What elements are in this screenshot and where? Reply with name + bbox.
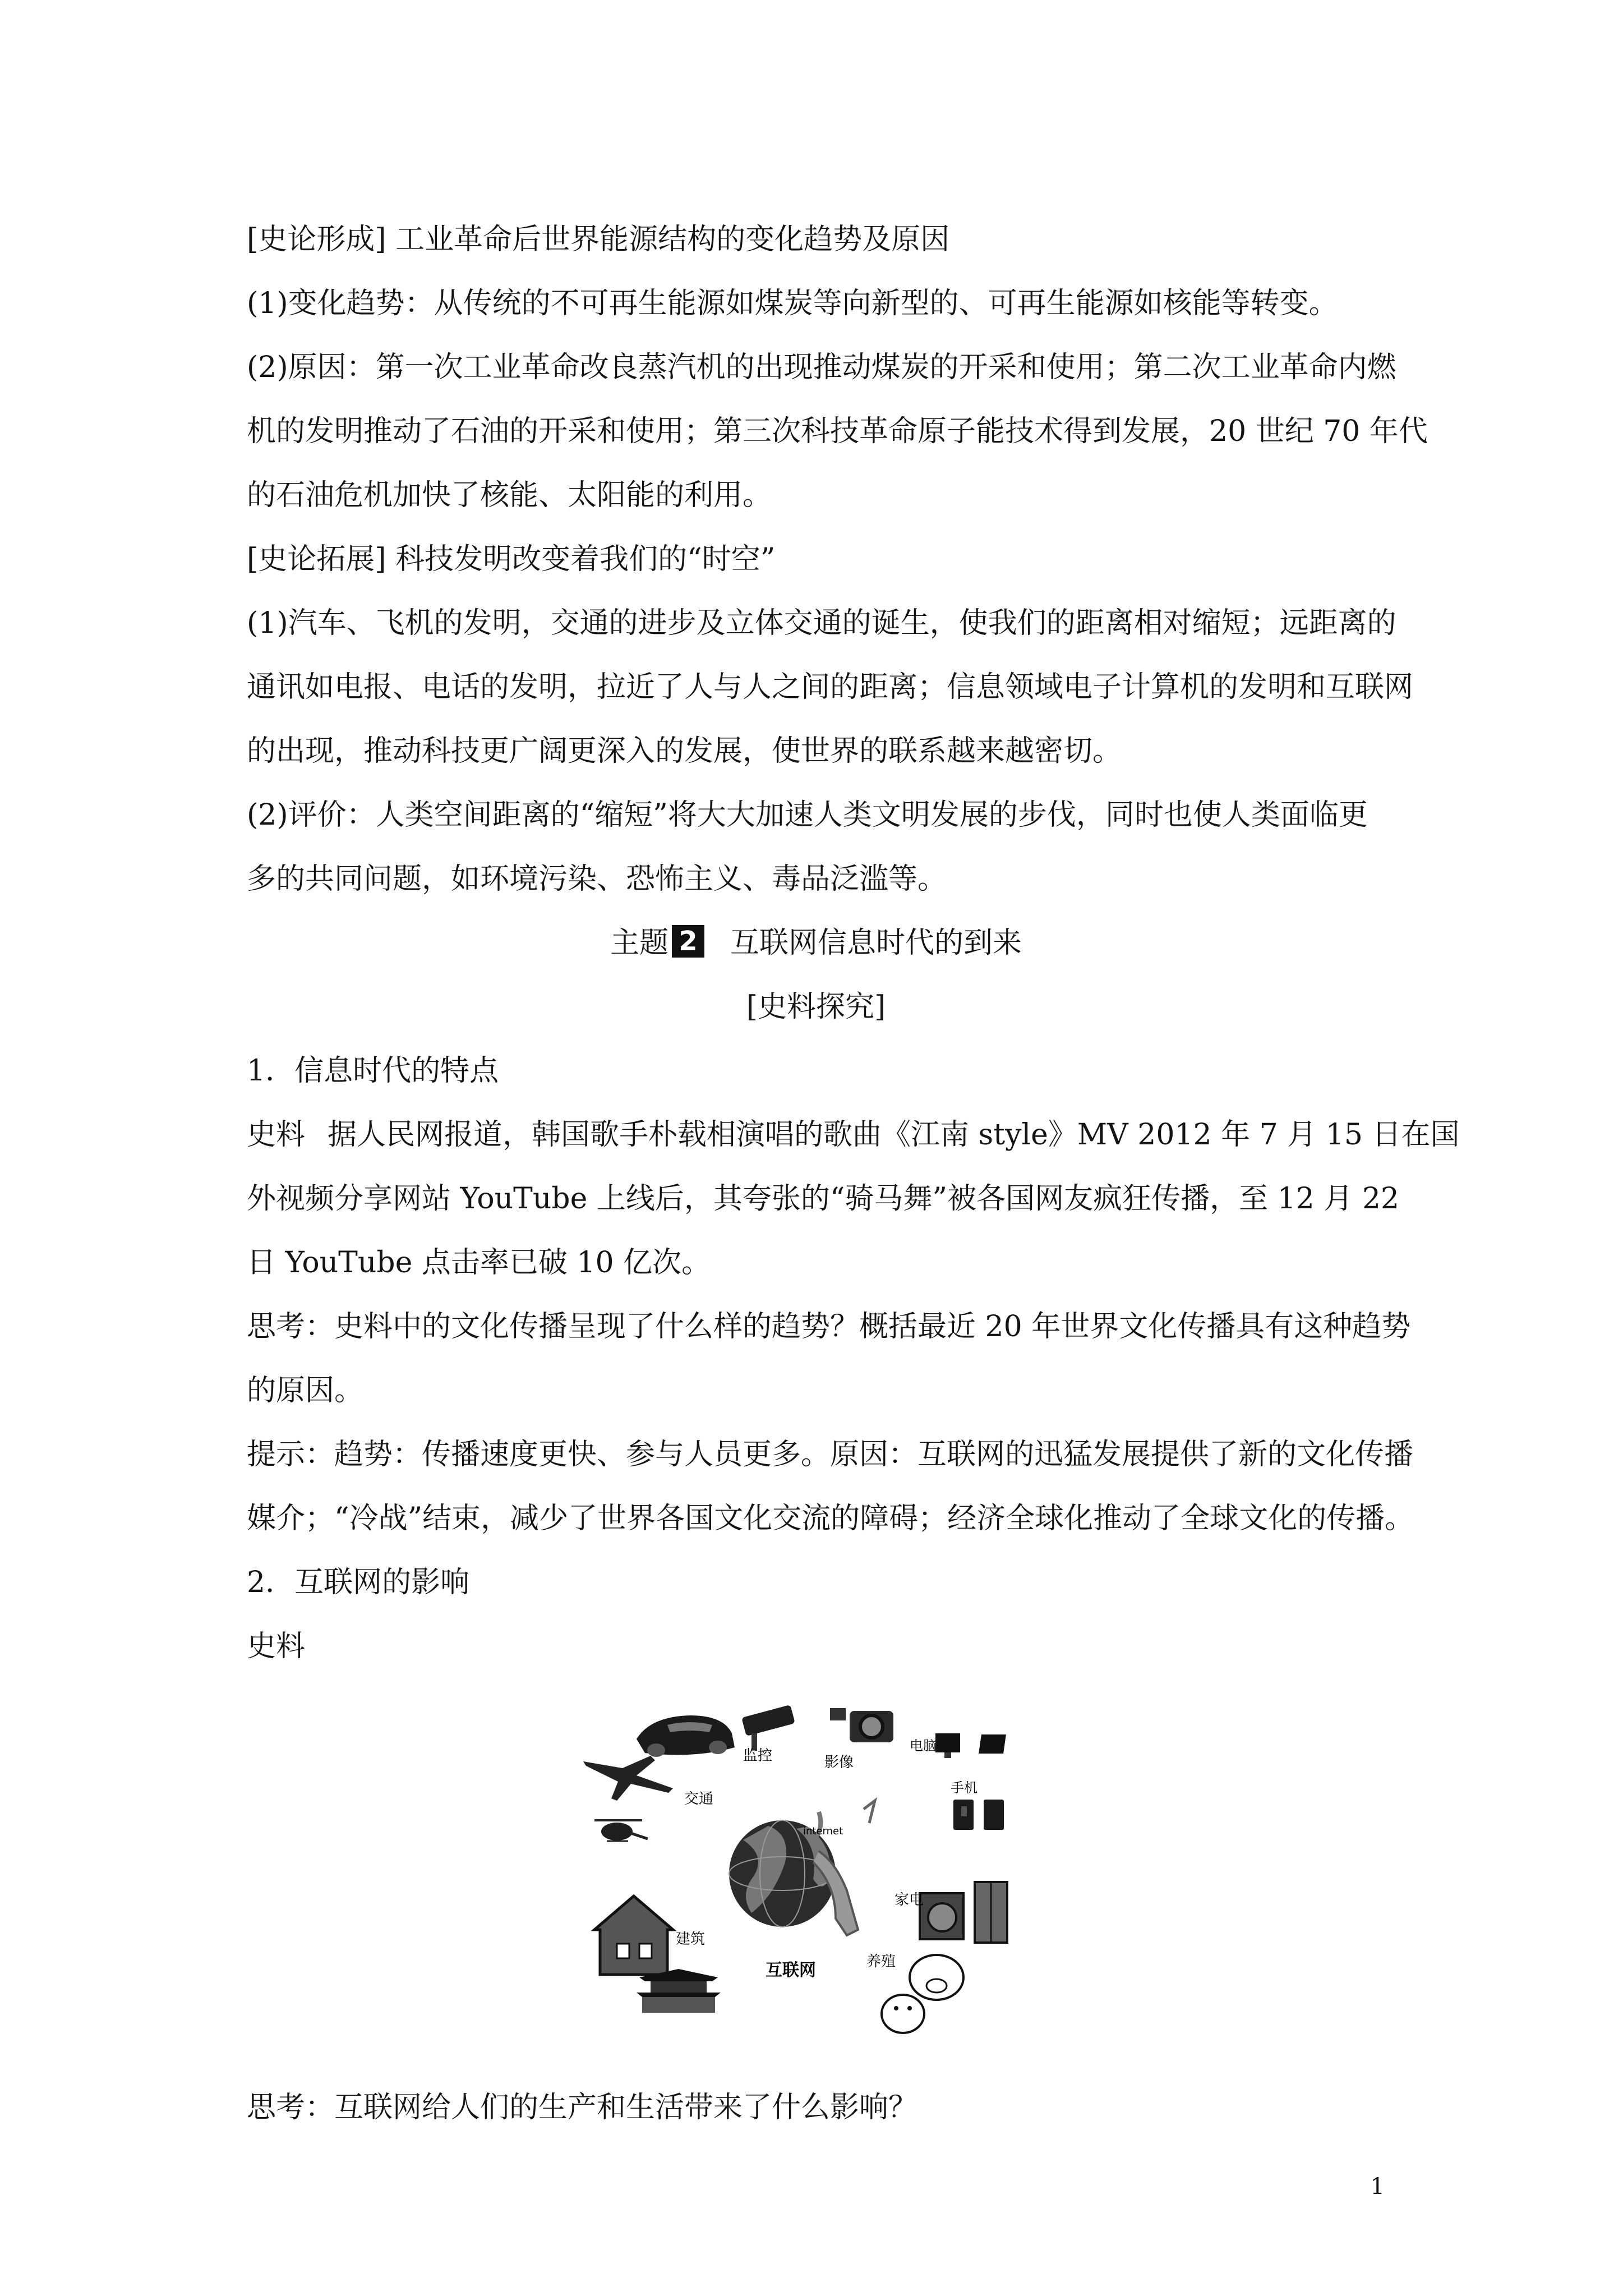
figure-illustration [583, 1694, 1049, 2036]
explore-heading: [史料探究] [746, 990, 886, 1024]
paragraph-distance-line-1: (1)汽车、飞机的发明，交通的进步及立体交通的诞生，使我们的距离相对缩短；远距离的 [247, 606, 1396, 640]
car-icon [637, 1715, 735, 1757]
paragraph-reason-line-2: 机的发明推动了石油的开采和使用；第三次科技革命原子能技术得到发展，20 世纪 70 年代 [247, 415, 1428, 448]
usb-plug-icon [864, 1801, 875, 1823]
label-traffic: 交通 [684, 1791, 714, 1807]
question-1-source-line-3: 日 YouTube 点击率已破 10 亿次。 [247, 1246, 711, 1280]
paragraph-reason-line-3: 的石油危机加快了核能、太阳能的利用。 [247, 478, 772, 512]
question-2-think: 思考：互联网给人们的生产和生活带来了什么影响？ [247, 2091, 918, 2124]
house-icon [594, 1896, 673, 1975]
page-number: 1 [1370, 2174, 1385, 2200]
question-1-think-line-2: 的原因。 [247, 1374, 364, 1407]
label-image: 影像 [824, 1754, 854, 1771]
topic-title [247, 911, 1385, 975]
computer-icon [935, 1733, 1006, 1758]
label-monitor: 监控 [743, 1747, 773, 1764]
question-2-source-label: 史料 [247, 1630, 306, 1663]
question-1-think-line-1: 思考：史料中的文化传播呈现了什么样的趋势？概括最近 20 年世界文化传播具有这种趋势 [247, 1310, 1411, 1343]
topic-name: 互联网信息时代的到来 [730, 926, 1022, 960]
label-phone: 手机 [951, 1780, 978, 1796]
topic-prefix: 主题 [610, 926, 668, 960]
source-text: 据人民网报道，韩国歌手朴载相演唱的歌曲《江南 style》MV 2012 年 7 月 15 日在国 [328, 1118, 1460, 1152]
mobile-phone-icon [953, 1800, 1004, 1830]
label-appliance: 家电 [895, 1892, 924, 1908]
paragraph-distance-line-3: 的出现，推动科技更广阔更深入的发展，使世界的联系越来越密切。 [247, 734, 1122, 768]
page-content [247, 208, 1460, 1678]
topic-number-badge: 2 [672, 925, 704, 958]
question-1-title: 1．信息时代的特点 [247, 1054, 499, 1088]
paragraph-reason-line-1: (2)原因：第一次工业革命改良蒸汽机的出现推动煤炭的开采和使用；第二次工业革命内燃 [247, 351, 1396, 384]
home-appliance-icon [920, 1882, 1007, 1943]
question-1-hint-line-1: 提示：趋势：传播速度更快、参与人员更多。原因：互联网的迅猛发展提供了新的文化传播 [247, 1438, 1414, 1471]
section-heading-expansion: [史论拓展] 科技发明改变着我们的“时空” [247, 542, 776, 576]
paragraph-trend: (1)变化趋势：从传统的不可再生能源如煤炭等向新型的、可再生能源如核能等转变。 [247, 287, 1338, 320]
label-center-internet: 互联网 [766, 1961, 816, 1980]
source-label: 史料 [247, 1118, 306, 1152]
paragraph-evaluation-line-1: (2)评价：人类空间距离的“缩短”将大大加速人类文明发展的步伐，同时也使人类面临更 [247, 798, 1368, 832]
paragraph-distance-line-2: 通讯如电报、电话的发明，拉近了人与人之间的距离；信息领域电子计算机的发明和互联网 [247, 670, 1414, 704]
tiananmen-icon [637, 1969, 721, 2013]
label-building: 建筑 [676, 1931, 706, 1948]
section-heading-formation: [史论形成] 工业革命后世界能源结构的变化趋势及原因 [247, 223, 950, 256]
helicopter-icon [594, 1820, 648, 1841]
label-computer: 电脑 [910, 1738, 937, 1754]
paragraph-evaluation-line-2: 多的共同问题，如环境污染、恐怖主义、毒品泛滥等。 [247, 862, 947, 896]
label-internet: internet [803, 1825, 843, 1837]
internet-influence-figure [583, 1694, 1049, 2036]
photo-camera-icon [830, 1708, 893, 1742]
question-2-title: 2．互联网的影响 [247, 1566, 470, 1599]
question-1-source-line-2: 外视频分享网站 YouTube 上线后，其夸张的“骑马舞”被各国网友疯狂传播，至 12 月 22 [247, 1182, 1399, 1216]
label-farming: 养殖 [866, 1953, 896, 1970]
airplane-icon [583, 1756, 673, 1801]
question-1-hint-line-2: 媒介；“冷战”结束，减少了世界各国文化交流的障碍；经济全球化推动了全球文化的传播。 [247, 1502, 1414, 1535]
question-1-source-line-1 [247, 1103, 1460, 1167]
cctv-camera-icon [741, 1705, 795, 1750]
